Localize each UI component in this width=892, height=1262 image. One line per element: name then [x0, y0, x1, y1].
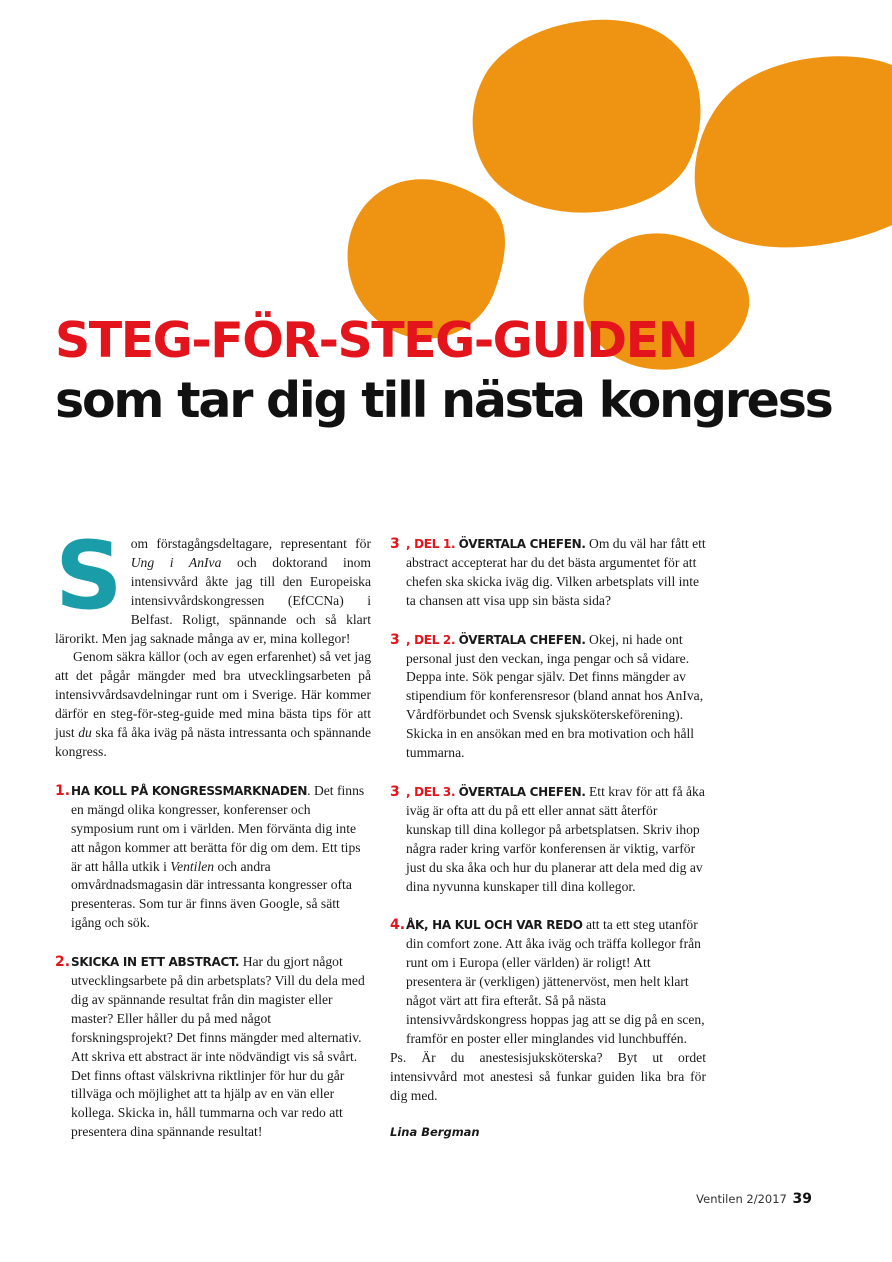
step-text: Ett krav för att få åka iväg är ofta att du på ett eller annat sätt återför kunskap till dina kollegor på arbetsplatsen. Skriv ihop några rader kring varför konferensen är viktig, varför just du ska åka och hur du planerar att dela med dig av dina nyvunna kunskaper till dina kollegor. — [406, 783, 705, 894]
intro-emphasis: du — [78, 725, 92, 741]
step-title: ÖVERTALA CHEFEN. — [458, 537, 586, 551]
intro-emphasis: Ung i AnIva — [130, 554, 222, 570]
step-number: 2. — [55, 954, 71, 971]
step-number: 4. — [390, 917, 406, 934]
intro-paragraph-1 — [55, 522, 371, 648]
step-number: 3 — [390, 783, 400, 800]
footprint-left-sole — [473, 20, 701, 213]
page-footer — [696, 1191, 812, 1207]
step-4 — [390, 916, 706, 1048]
page-number: 39 — [792, 1191, 812, 1207]
step-part: , DEL 1. — [406, 537, 456, 551]
intro-text: om förstagångsdeltagare, representant för — [130, 536, 371, 551]
left-column — [55, 522, 371, 1142]
step-title: HA KOLL PÅ KONGRESSMARKNADEN — [71, 783, 308, 798]
step-number: 1. — [55, 782, 71, 799]
step-text: . Det finns en mängd olika kongresser, konferenser och symposium runt om i världen. Men förvänta dig inte att någon kommer att berätta för dig om dem. Ett tips är att hålla utkik i — [71, 782, 365, 874]
step-part: , DEL 3. — [406, 784, 456, 799]
author-signature: Lina Bergman — [390, 1125, 480, 1140]
step-emphasis: Ventilen — [170, 858, 215, 874]
step-3-del-3 — [390, 783, 706, 896]
step-text: Har du gjort något utvecklingsarbete på din arbetsplats? Vill du dela med dig av spännande resultat från din magister eller master? Eller håller du på med något forskningsprojekt? Det finns mängder med alternativ. Att skriva ett abstract är inte nödvändigt vis så svårt. Det finns oftast välskrivna riktlinjer för hur du går tillväga och möjlighet att ta hjälp av en vän eller kollega. Skicka in, håll tummarna och var redo att presentera dina spännande resultat! — [71, 954, 365, 1140]
step-text: Okej, ni hade ont personal just den veckan, inga pengar och så vidare. Deppa inte. Sök pengar själv. Det finns mängder av stipendium för konferensresor (bland annat hos AnIva, Vårdförbundet och Svensk sjuksköterskeförening). Skicka in en ansökan med en bra motivation och håll tummarna. — [406, 631, 704, 761]
magazine-issue: Ventilen 2/2017 — [696, 1192, 787, 1206]
step-number: 3 — [390, 631, 400, 648]
intro-text: och doktorand inom intensivvård åkte jag till den Europeiska intensivvårdskongressen (EfCCNa) i Belfast. Roligt, spännande och så klart lärorikt. Men jag saknade många av er, mina kollegor! — [55, 554, 371, 646]
headline-title: STEG-FÖR-STEG-GUIDEN — [55, 312, 698, 369]
drop-cap: S — [55, 522, 123, 631]
postscript: Ps. Är du anestesisjuksköterska? Byt ut ordet intensivvård mot anestesi så funkar guiden lika bra för dig med. — [390, 1049, 706, 1103]
intro-text: ska få åka iväg på nästa intressanta och spännande kongress. — [55, 725, 371, 759]
step-title: ÅK, HA KUL OCH VAR REDO — [406, 918, 583, 933]
step-1 — [55, 782, 371, 933]
step-3-del-1 — [390, 535, 706, 611]
headline-subtitle: som tar dig till nästa kongress — [55, 372, 832, 429]
step-text: och andra omvårdnadsmagasin där intressanta kongresser ofta presenteras. Som tur är finns även Google, så sätt igång och sök. — [71, 858, 352, 931]
step-3-del-2 — [390, 631, 706, 763]
intro-text: Genom säkra källor (och av egen erfarenhet) så vet jag att det pågår mängder med bra utvecklingsarbeten på intensivvårdsavdelningar runt om i Sverige. Här kommer därför en steg-för-steg-guide med mina bästa tips för att just — [55, 649, 371, 741]
footprint-right-sole — [695, 56, 892, 247]
step-text: Om du väl har fått ett abstract accepterat har du det bästa argumentet för att chefen ska skicka iväg dig. Vilken arbetsplats vill inte ta chansen att visa upp sin bästa sida? — [406, 536, 706, 608]
step-text: att ta ett steg utanför din comfort zone. Att åka iväg och träffa kollegor från runt om i Europa (eller världen) är roligt! Att presentera är (verkligen) jättenervöst, men helt klart något värt att fira efteråt. Så på nästa intensivvårdskongress hoppas jag att se dig på en scen, framför en poster eller minglandes vid lunchbuffén. — [406, 917, 705, 1046]
step-title: ÖVERTALA CHEFEN. — [458, 632, 586, 647]
step-2 — [55, 953, 371, 1142]
step-number: 3 — [390, 536, 400, 552]
intro-paragraph-2 — [55, 648, 371, 761]
step-title: ÖVERTALA CHEFEN. — [458, 784, 586, 799]
step-part: , DEL 2. — [406, 632, 456, 647]
step-title: SKICKA IN ETT ABSTRACT. — [71, 955, 240, 970]
right-column — [390, 535, 706, 1142]
